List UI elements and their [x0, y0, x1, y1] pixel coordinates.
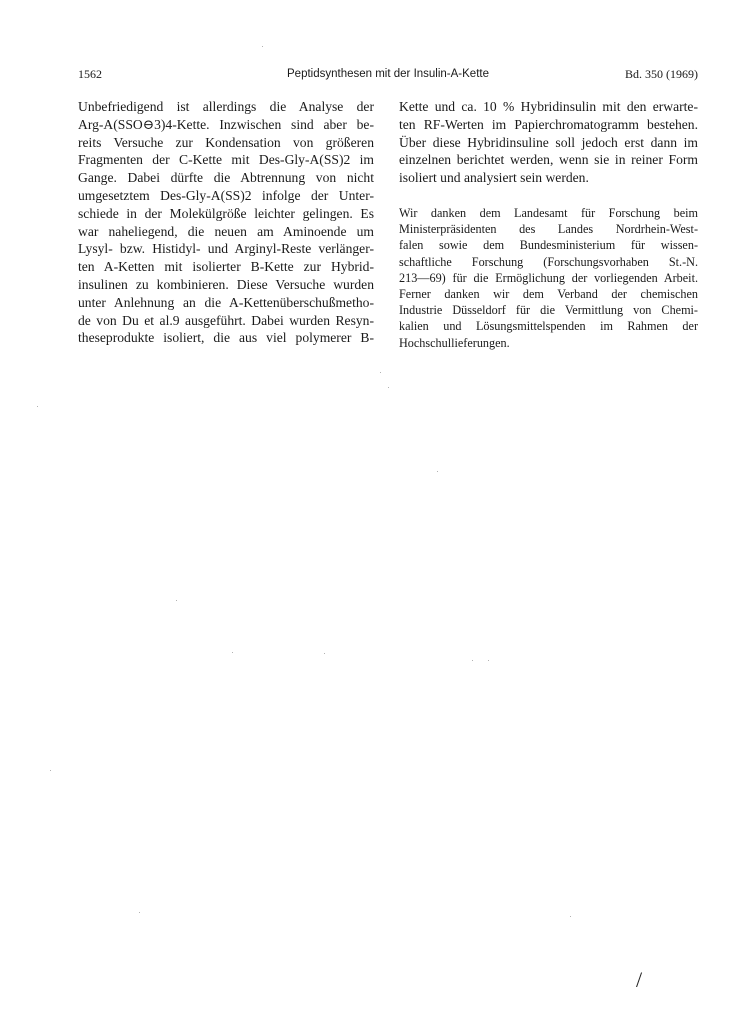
scan-speck — [176, 600, 177, 601]
body-line: Gange. Dabei dürfte die Abtrennung von nicht — [78, 170, 374, 186]
scan-speck — [380, 372, 381, 373]
ack-line: 213—69) für die Ermöglichung der vorliegenden Arbeit. — [399, 270, 698, 285]
body-line: ten A-Ketten mit isolierter B-Kette zur Hybrid- — [78, 259, 374, 275]
scan-speck — [324, 653, 325, 654]
right-column — [399, 98, 698, 351]
scan-speck — [472, 660, 473, 661]
body-line: Unbefriedigend ist allerdings die Analyse der — [78, 99, 374, 114]
body-line: reits Versuche zur Kondensation von größeren — [78, 134, 374, 150]
ack-line: Hochschullieferungen. — [399, 335, 510, 350]
scan-speck — [262, 46, 263, 47]
volume-info: Bd. 350 (1969) — [625, 67, 698, 81]
body-line: theseprodukte isoliert, die aus viel polymerer B- — [78, 330, 374, 346]
acknowledgement — [399, 205, 698, 351]
ack-line: schaftliche Forschung (Forschungsvorhaben St.-N. — [399, 254, 698, 269]
scan-speck — [437, 471, 438, 472]
body-line: einzelnen berichtet werden, wenn sie in reiner Form — [399, 152, 698, 168]
body-line: umgesetztem Des-Gly-A(SS)2 infolge der Unter- — [78, 187, 374, 203]
running-head — [78, 66, 698, 82]
ack-line: Industrie Düsseldorf für die Vermittlung von Chemi- — [399, 303, 698, 318]
scan-speck — [37, 406, 38, 407]
body-line: insulinen zu kombinieren. Diese Versuche wurden — [78, 276, 374, 292]
ack-line: Wir danken dem Landesamt für Forschung beim — [399, 205, 698, 220]
left-column — [78, 98, 374, 347]
scan-speck — [232, 652, 233, 653]
scan-speck — [139, 912, 140, 913]
margin-pen-mark: / — [636, 967, 643, 992]
ack-line: falen sowie dem Bundesministerium für wissen- — [399, 238, 698, 253]
body-line: Lysyl- bzw. Histidyl- und Arginyl-Reste verlänger- — [78, 241, 374, 257]
body-line: de von Du et al.9 ausgeführt. Dabei wurden Resyn- — [78, 312, 374, 328]
scan-speck — [488, 660, 489, 661]
body-line: war naheliegend, die neuen am Aminoende um — [78, 223, 374, 239]
body-line: isoliert und analysiert sein werden. — [399, 170, 589, 186]
body-line: ten RF-Werten im Papierchromatogramm bestehen. — [399, 116, 698, 132]
page-number: 1562 — [78, 67, 102, 81]
body-line: Fragmenten der C-Kette mit Des-Gly-A(SS)2 im — [78, 152, 374, 168]
ack-line: kalien und Lösungsmittelspenden im Rahmen der — [399, 319, 698, 334]
body-line: Kette und ca. 10 % Hybridinsulin mit den erwarte- — [399, 99, 698, 114]
body-line: unter Anlehnung an die A-Kettenüberschußmetho- — [78, 294, 374, 310]
body-line: Über diese Hybridinsuline soll jedoch erst dann im — [399, 134, 698, 150]
ack-line: Ministerpräsidenten des Landes Nordrhein-West- — [399, 222, 698, 237]
scan-speck — [570, 916, 571, 917]
scan-speck — [388, 387, 389, 388]
ack-line: Ferner danken wir dem Verband der chemischen — [399, 287, 698, 301]
body-line: schiede in der Molekülgröße leichter gelingen. Es — [78, 205, 374, 221]
body-line: Arg-A(SSO⊖3)4-Kette. Inzwischen sind aber be- — [78, 116, 374, 132]
running-title: Peptidsynthesen mit der Insulin-A-Kette — [287, 68, 489, 80]
scan-speck — [50, 770, 51, 771]
